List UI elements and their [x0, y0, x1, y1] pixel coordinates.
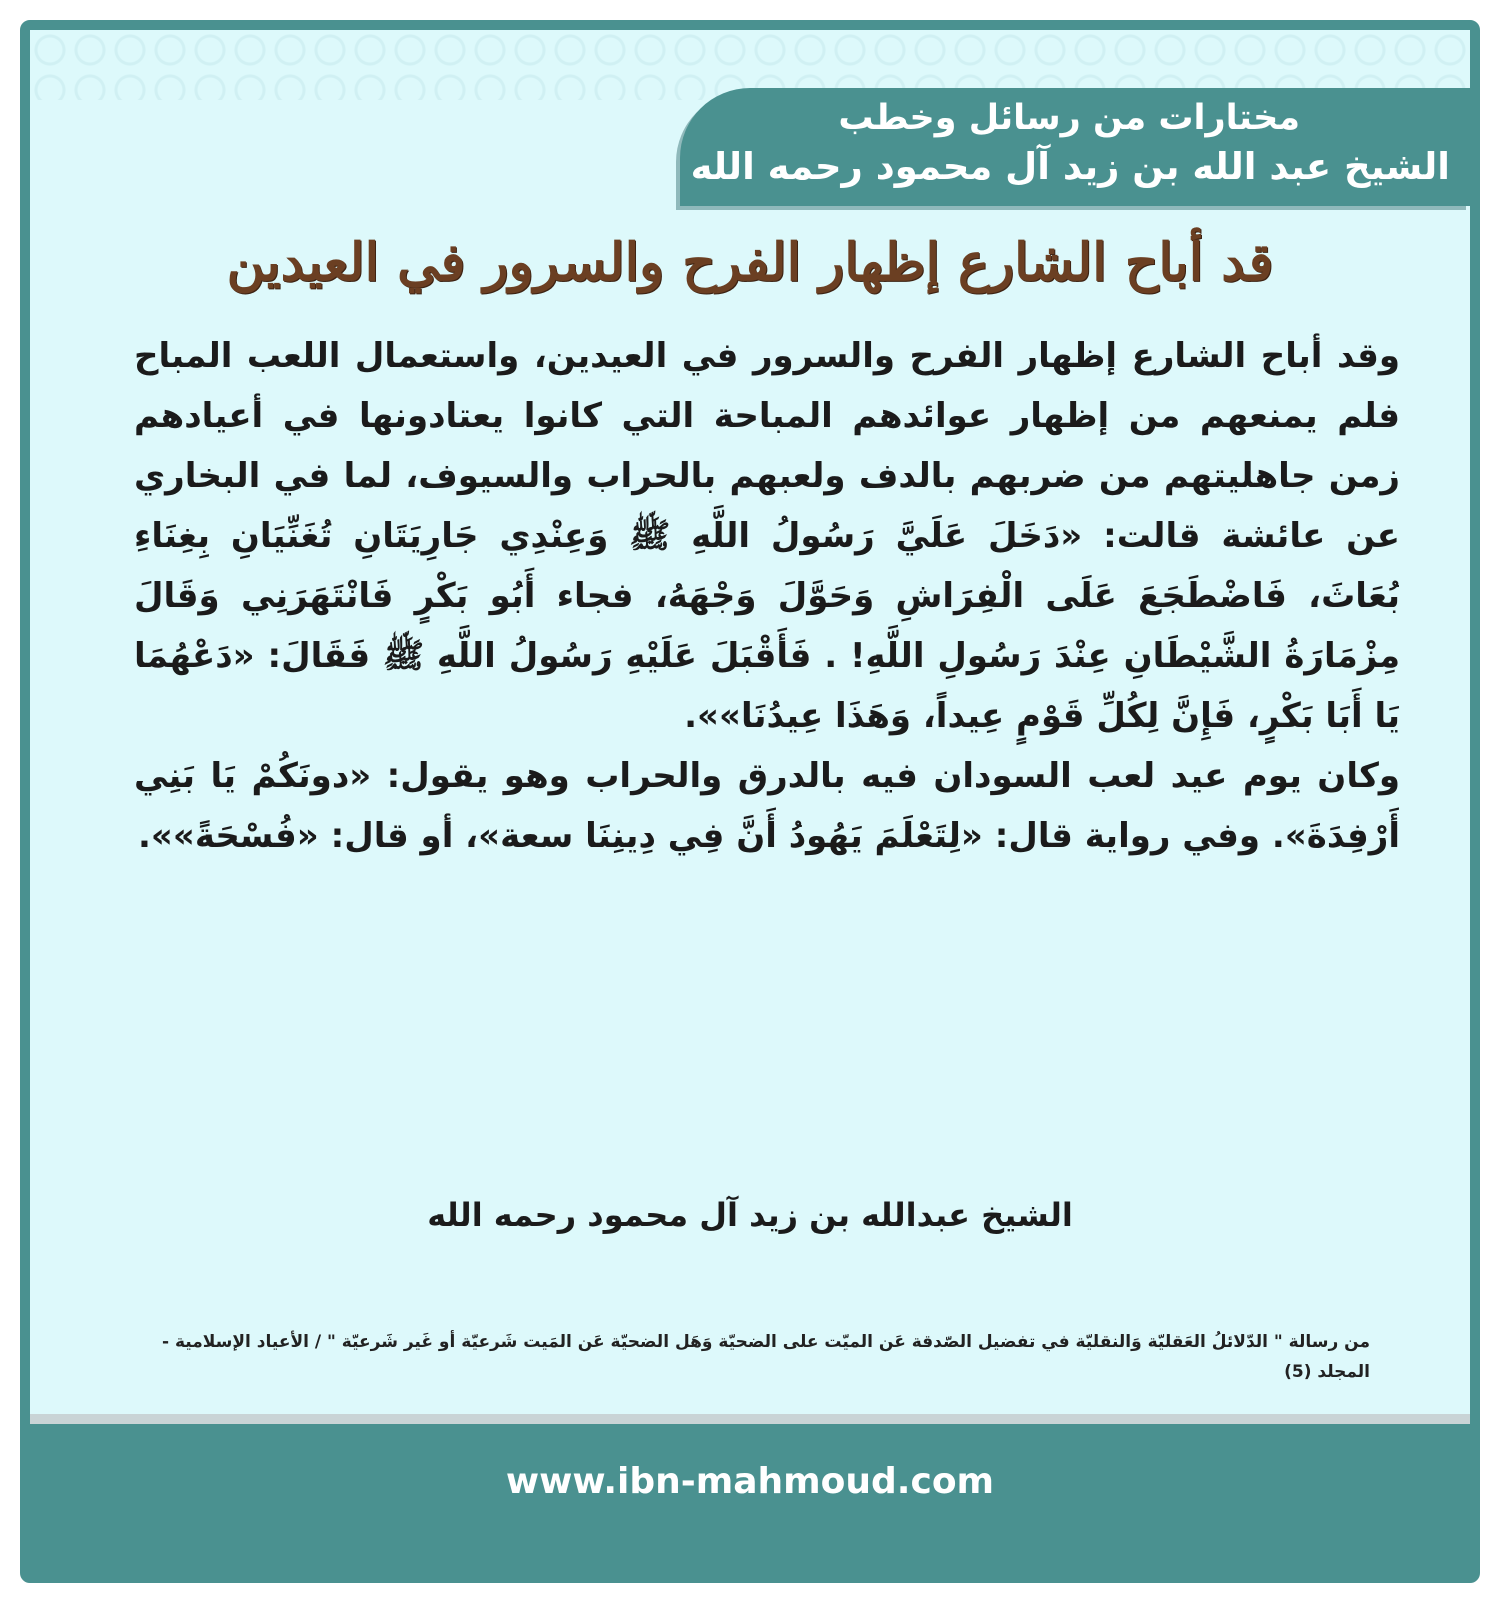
- series-author: الشيخ عبد الله بن زيد آل محمود رحمه الله: [690, 145, 1450, 188]
- body-paragraph: وقد أباح الشارع إظهار الفرح والسرور في العيدين، واستعمال اللعب المباح فلم يمنعهم من إظهار عوائدهم المباحة التي كانوا يعتادونها في أعيادهم زمن جاهليتهم من ضربهم بالدف ولعبهم بالحراب والسيوف، لما في البخاري عن عائشة قالت: «دَخَلَ عَلَيَّ رَسُولُ اللَّهِ ﷺ وَعِنْدِي جَارِيَتَانِ تُغَنِّيَانِ بِغِنَاءِ بُعَاثَ، فَاضْطَجَعَ عَلَى الْفِرَاشِ وَحَوَّلَ وَجْهَهُ، فجاء أَبُو بَكْرٍ فَانْتَهَرَنِي وَقَالَ مِزْمَارَةُ الشَّيْطَانِ عِنْدَ رَسُولِ اللَّهِ! . فَأَقْبَلَ عَلَيْهِ رَسُولُ اللَّهِ ﷺ فَقَالَ: «دَعْهُمَا يَا أَبَا بَكْرٍ، فَإِنَّ لِكُلِّ قَوْمٍ عِيداً، وَهَذَا عِيدُنَا»».: [134, 336, 1400, 736]
- series-header: [680, 88, 1470, 206]
- article-card: [20, 20, 1480, 1583]
- footer-divider: [30, 1414, 1470, 1424]
- series-title: مختارات من رسائل وخطب: [838, 98, 1300, 138]
- body-paragraph: وكان يوم عيد لعب السودان فيه بالدرق والحراب وهو يقول: «دونَكُمْ يَا بَنِي أَرْفِدَةَ». وفي رواية قال: «لِتَعْلَمَ يَهُودُ أَنَّ فِي دِينِنَا سعة»، أو قال: «فُسْحَةً»».: [134, 756, 1400, 856]
- page-title: قد أباح الشارع إظهار الفرح والسرور في العيدين: [226, 232, 1274, 293]
- website-link[interactable]: www.ibn-mahmoud.com: [505, 1461, 995, 1502]
- author-signature: الشيخ عبدالله بن زيد آل محمود رحمه الله: [427, 1196, 1073, 1234]
- footer-bar: [30, 1424, 1470, 1573]
- source-citation: من رسالة " الدّلائلُ العَقليّة وَالنقليّة في تفضيل الصّدقة عَن الميّت على الضحيّة وَهَل الضحيّة عَن المَيت شَرعيّة أو غَير شَرعيّة " / الأعياد الإسلامية - المجلد (5): [162, 1332, 1370, 1382]
- article-body: [134, 326, 1400, 866]
